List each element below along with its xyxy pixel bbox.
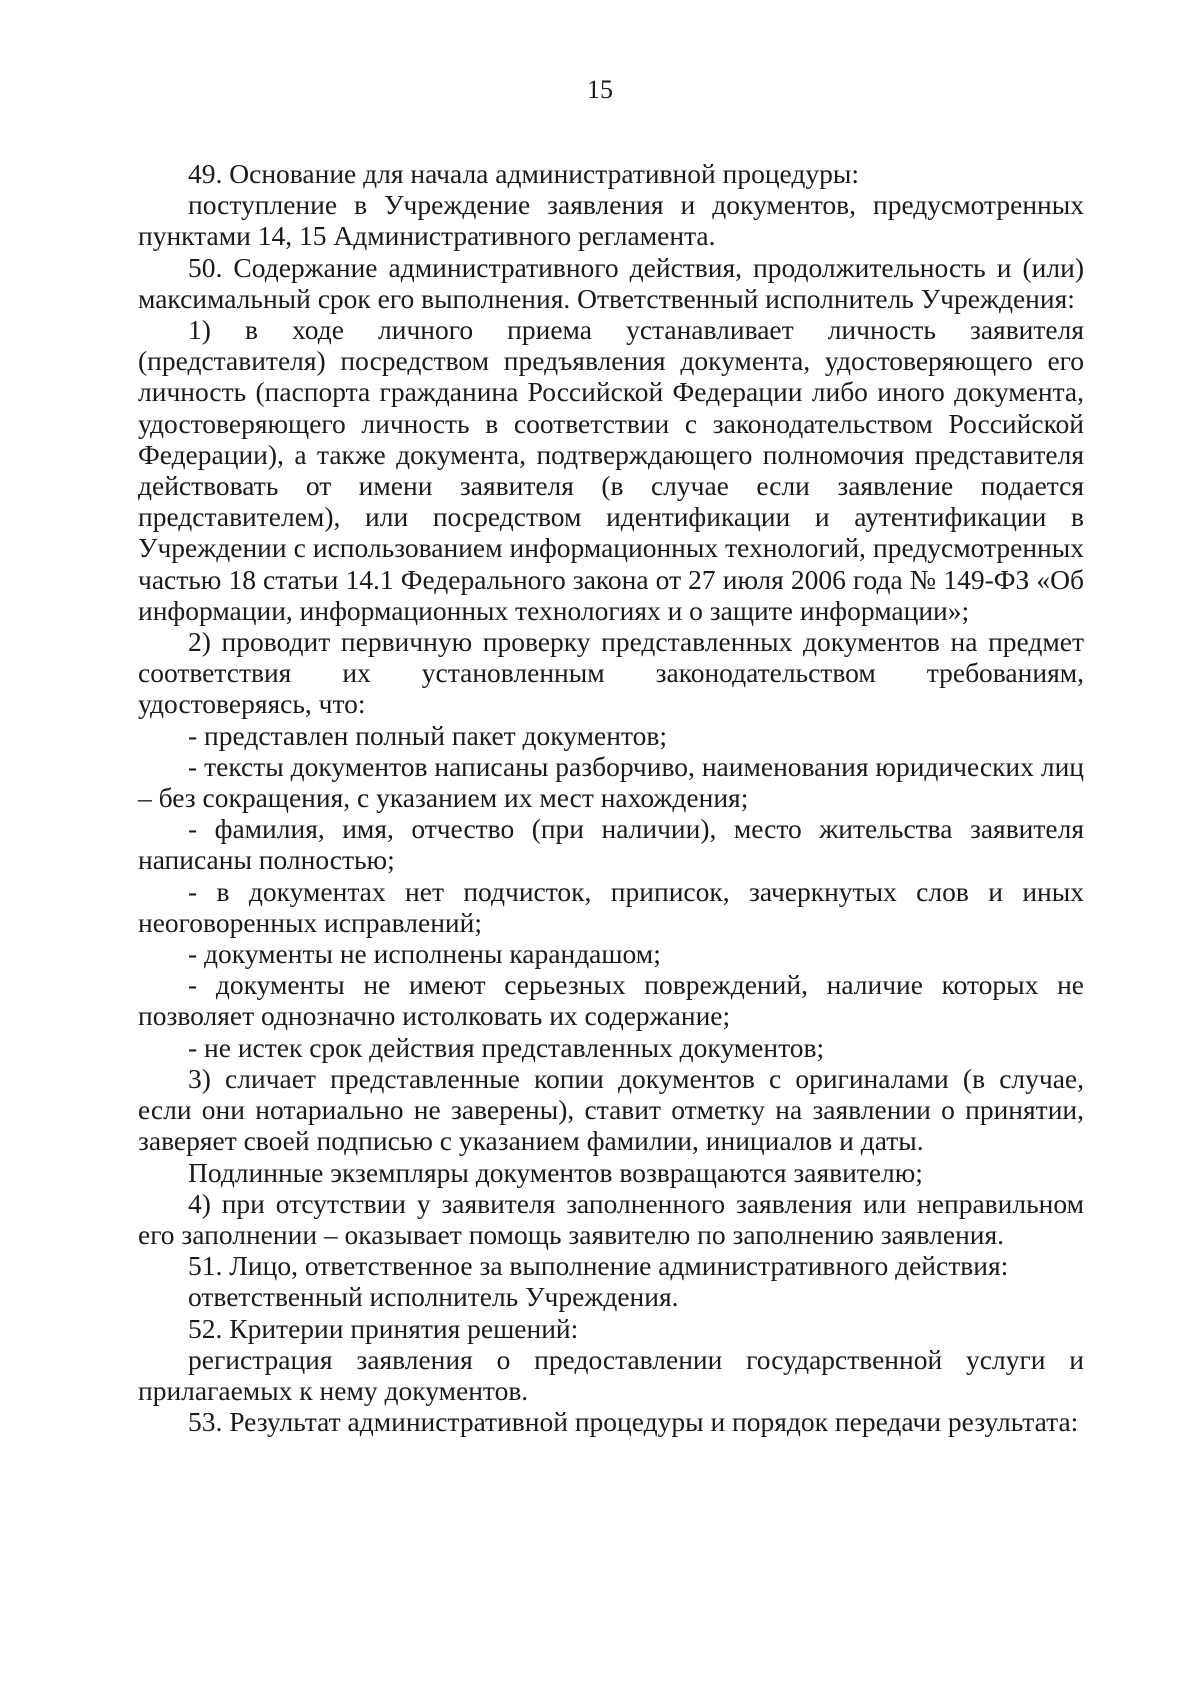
paragraph-50-item-3: 3) сличает представленные копии документов с оригиналами (в случае, если они нотариально не заверены), ставит отметку на заявлении о принятии, заверяет своей подписью с указанием фамилии, инициалов и даты. — [138, 1062, 1084, 1157]
list-item: - тексты документов написаны разборчиво, наименования юридических лиц – без сокращения, с указанием их мест нахождения; — [138, 750, 1084, 814]
paragraph-50-item-1: 1) в ходе личного приема устанавливает личность заявителя (представителя) посредством предъявления документа, удостоверяющего его личность (паспорта гражданина Российской Федерации либо иного документа, удостоверяющего личность в соответствии с законодательством Российской Федерации), а также документа, подтверждающего полномочия представителя действовать от имени заявителя (в случае если заявление подается представителем), или посредством идентификации и аутентификации в Учреждении с использованием информационных технологий, предусмотренных частью 18 статьи 14.1 Федерального закона от 27 июля 2006 года № 149-ФЗ «Об информации, информационных технологиях и о защите информации»; — [138, 314, 1084, 626]
paragraph-49-heading: 49. Основание для начала административной процедуры: — [188, 158, 859, 189]
document-body — [138, 158, 1084, 1437]
paragraph-52-heading: 52. Критерии принятия решений: — [188, 1312, 579, 1344]
paragraph-50-item-4: 4) при отсутствии у заявителя заполненного заявления или неправильном его заполнении – оказывает помощь заявителю по заполнению заявления. — [138, 1187, 1084, 1250]
list-item: - документы не исполнены карандашом; — [188, 938, 661, 970]
list-item: - фамилия, имя, отчество (при наличии), место жительства заявителя написаны полностью; — [138, 813, 1084, 876]
list-item: - в документах нет подчисток, приписок, зачеркнутых слов и иных неоговоренных исправлений; — [138, 875, 1084, 938]
list-item: - документы не имеют серьезных повреждений, наличие которых не позволяет однозначно истолковать их содержание; — [138, 969, 1084, 1032]
list-item: - представлен полный пакет документов; — [188, 719, 668, 751]
paragraph-originals-returned: Подлинные экземпляры документов возвращаются заявителю; — [188, 1156, 923, 1188]
paragraph-51-text: ответственный исполнитель Учреждения. — [188, 1281, 679, 1313]
paragraph-53-heading: 53. Результат административной процедуры и порядок передачи результата: — [188, 1406, 1079, 1438]
paragraph-51-heading: 51. Лицо, ответственное за выполнение административного действия: — [188, 1250, 1009, 1282]
list-item: - не истек срок действия представленных документов; — [188, 1031, 825, 1063]
paragraph-50-item-2: 2) проводит первичную проверку представленных документов на предмет соответствия их установленным законодательством требованиям, удостоверяясь, что: — [138, 626, 1084, 720]
paragraph-52-text: регистрация заявления о предоставлении государственной услуги и прилагаемых к нему документов. — [138, 1343, 1084, 1406]
paragraph-50-heading: 50. Содержание административного действия, продолжительность и (или) максимальный срок его выполнения. Ответственный исполнитель Учреждения: — [138, 251, 1084, 314]
paragraph-49-text: поступление в Учреждение заявления и документов, предусмотренных пунктами 14, 15 Административного регламента. — [138, 189, 1084, 252]
page-number: 15 — [587, 75, 613, 104]
